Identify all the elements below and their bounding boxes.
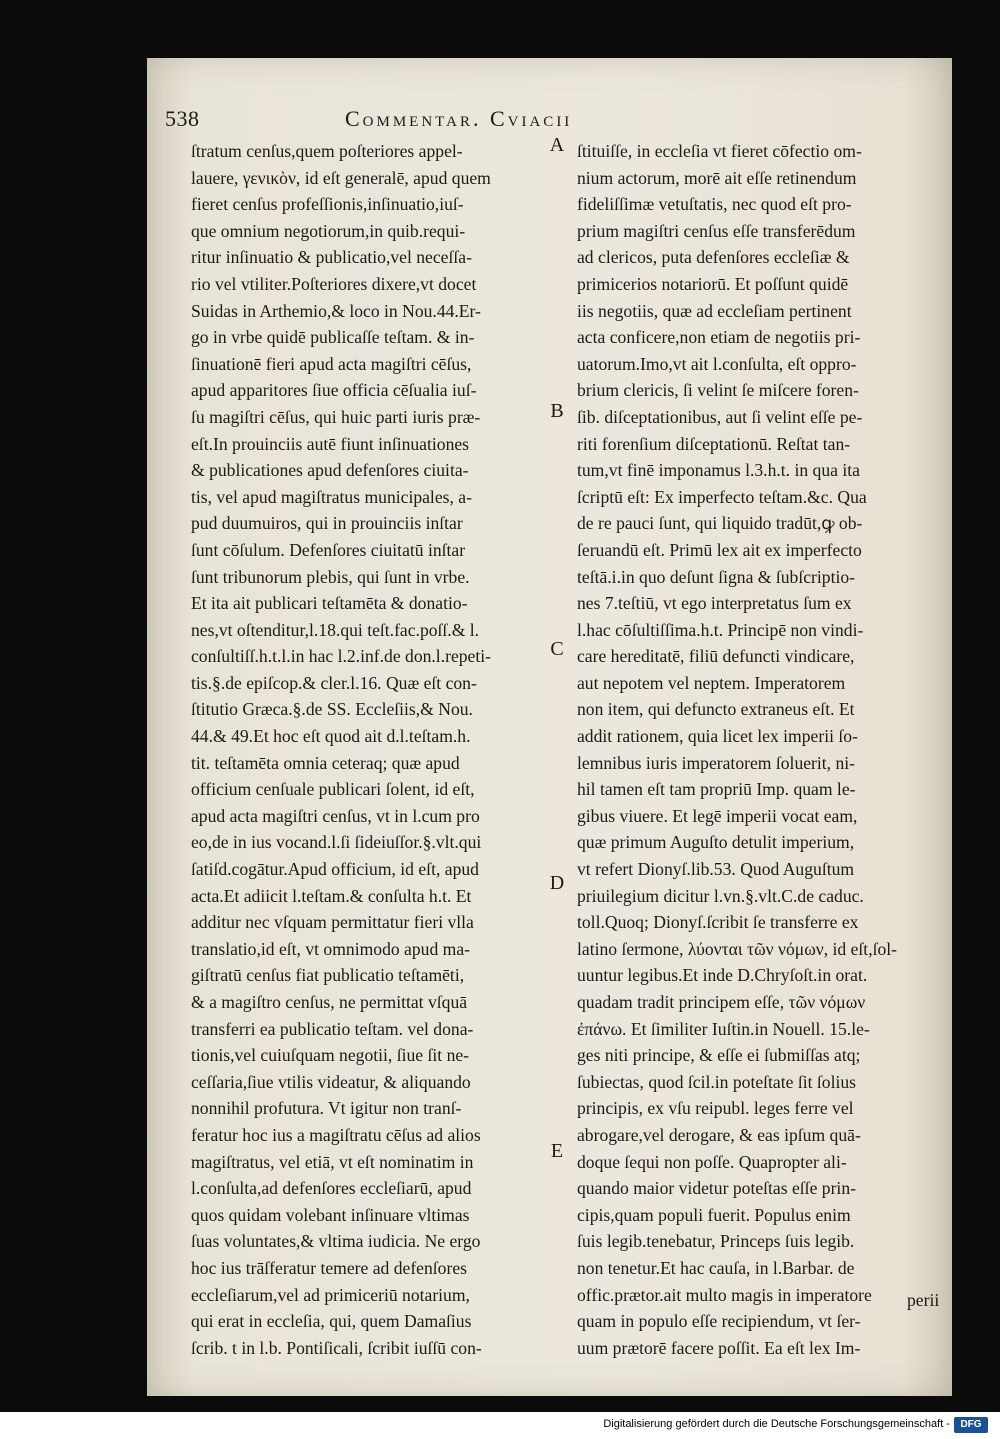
text-line: feratur hoc ius a magiſtratu cēſus ad alios xyxy=(191,1124,481,1145)
text-line: ſtratum cenſus,quem poſteriores appel- xyxy=(191,141,463,161)
text-line: primicerios notariorū. Et poſſunt quidē xyxy=(577,273,849,294)
text-line: doque ſequi non poſſe. Quapropter ali- xyxy=(577,1151,847,1172)
text-line: conſultiſſ.h.t.l.in hac l.2.inf.de don.l.repeti- xyxy=(191,646,492,667)
text-line: & a magiſtro cenſus, ne permittat vſquā xyxy=(191,992,468,1012)
text-line: vt refert Dionyſ.lib.53. Quod Auguſtum xyxy=(577,859,855,880)
text-line: l.hac cōſultiſſima.h.t. Principē non vindi- xyxy=(577,619,864,640)
text-line: quam in populo eſſe recipiendum, vt ſer- xyxy=(577,1311,861,1332)
text-line: nium actorum, morē ait eſſe retinendum xyxy=(577,167,857,188)
text-line: brium clericis, ſi velint ſe miſcere foren- xyxy=(577,380,859,401)
text-line: qui erat in eccleſia, qui, quem Damaſius xyxy=(191,1311,472,1332)
text-line: cipis,quam populi fuerit. Populus enim xyxy=(577,1204,851,1225)
text-line: ritur inſinuatio & publicatio,vel neceſſa- xyxy=(191,247,472,268)
text-line: riti forenſium diſceptationū. Reſtat tan- xyxy=(577,433,851,454)
text-line: ſunt cōſulum. Defenſores ciuitatū inſtar xyxy=(191,539,466,560)
text-line: ſuas voluntates,& vltima iudicia. Ne ergo xyxy=(191,1231,481,1252)
text-line: quadam tradit principem eſſe, τῶν νόμων xyxy=(577,992,866,1012)
text-line: ſeruandū eſt. Primū lex ait ex imperfecto xyxy=(577,539,862,560)
text-line: ſcrib. t in l.b. Pontiſicali, ſcribit iuſſū con- xyxy=(191,1337,482,1358)
margin-letter-a: A xyxy=(549,134,565,156)
text-line: translatio,id eſt, vt omnimodo apud ma- xyxy=(191,938,471,959)
page-header xyxy=(165,104,932,138)
text-line: pud duumuiros, qui in prouinciis inſtar xyxy=(191,513,463,534)
text-line: principis, ex vſu reipubl. leges ferre vel xyxy=(577,1098,854,1119)
text-line: Et ita ait publicari teſtamēta & donatio- xyxy=(191,593,468,614)
margin-letter-e: E xyxy=(550,1140,564,1162)
text-line: additur nec vſquam permittatur fieri vlla xyxy=(191,912,474,933)
text-line: & publicationes apud defenſores ciuita- xyxy=(191,460,469,481)
text-line: tum,vt finē imponamus l.3.h.t. in qua ita xyxy=(577,460,860,481)
text-line: tis, vel apud magiſtratus municipales, a- xyxy=(191,486,472,507)
digitization-footer xyxy=(0,1412,1000,1439)
catchword: perii xyxy=(907,1290,940,1310)
text-line: eo,de in ius vocand.l.ſi ſideiuſſor.§.vlt.qui xyxy=(191,832,482,853)
text-line: 44.& 49.Et hoc eſt quod ait d.l.teſtam.h. xyxy=(191,726,471,747)
text-line: acta conficere,non etiam de negotiis pri- xyxy=(577,327,861,348)
running-title: Commentar. Cviacii xyxy=(345,106,573,131)
text-line: ges niti principe, & eſſe ei ſubmiſſas atq; xyxy=(577,1045,861,1066)
text-line: magiſtratus, vel etiā, vt eſt nominatim in xyxy=(191,1151,474,1172)
text-line: fieret cenſus profeſſionis,inſinuatio,iuſ- xyxy=(191,194,464,215)
text-line: quando maior videtur poteſtas eſſe prin- xyxy=(577,1178,856,1199)
text-line: ſuis legib.tenebatur, Princeps ſuis legib. xyxy=(577,1231,855,1252)
text-line: uum prætorē facere poſſit. Ea eſt lex Im- xyxy=(577,1337,861,1358)
text-line: tit. teſtamēta omnia ceteraq; quæ apud xyxy=(191,752,460,773)
text-line: nonnihil profutura. Vt igitur non tranſ- xyxy=(191,1098,462,1119)
text-line: nes 7.teſtiū, vt ego interpretatus ſum ex xyxy=(577,593,852,614)
page-number: 538 xyxy=(165,106,200,131)
text-line: nes,vt oſtenditur,l.18.qui teſt.fac.poſſ.& l. xyxy=(191,619,480,640)
text-line: lemnibus iuris imperatorem ſoluerit, ni- xyxy=(577,752,856,773)
book-page xyxy=(147,58,952,1396)
text-line: go in vrbe quidē publicaſſe teſtam. & in- xyxy=(191,327,475,348)
text-line: teſtā.i.in quo deſunt ſigna & ſubſcriptio- xyxy=(577,566,856,587)
text-line: eccleſiarum,vel ad primiceriū notarium, xyxy=(191,1284,470,1305)
text-line: apud apparitores ſiue officia cēſualia iuſ- xyxy=(191,380,477,401)
text-line: latino ſermone, λύονται τῶν νόμων, id eſt,ſol- xyxy=(577,938,898,959)
text-line: ſatiſd.cogātur.Apud officium, id eſt, apud xyxy=(191,859,479,880)
left-text-column xyxy=(191,138,541,1361)
text-line: care hereditatē, filiū defuncti vindicare, xyxy=(577,646,855,667)
text-line: que omnium negotiorum,in quib.requi- xyxy=(191,220,466,241)
text-line: ſcriptū eſt: Ex imperfecto teſtam.&c. Qua xyxy=(577,486,867,507)
text-line: ſubiectas, quod ſcil.in poteſtate ſit ſolius xyxy=(577,1071,857,1092)
text-line: ſtitutio Græca.§.de SS. Eccleſiis,& Nou. xyxy=(191,699,473,720)
text-line: offic.prætor.ait multo magis in imperatore xyxy=(577,1284,872,1305)
text-line: aut nepotem vel neptem. Imperatorem xyxy=(577,672,846,693)
text-line: officium cenſuale publicari ſolent, id eſt, xyxy=(191,779,475,800)
text-line: addit rationem, quia licet lex imperii ſo- xyxy=(577,726,858,747)
text-line: eſt.In prouinciis autē fiunt inſinuationes xyxy=(191,433,470,454)
text-line: iis negotiis, quæ ad eccleſiam pertinent xyxy=(577,300,852,321)
text-line: ceſſaria,ſiue vtilis videatur, & aliquando xyxy=(191,1071,471,1092)
text-line: toll.Quoq; Dionyſ.ſcribit ſe transferre ex xyxy=(577,912,859,933)
text-line: hoc ius trāſferatur temere ad defenſores xyxy=(191,1257,467,1278)
text-line: ſtituiſſe, in eccleſia vt fieret cōfectio om- xyxy=(577,141,862,161)
text-line: uatorum.Imo,vt ait l.conſulta, eſt oppro- xyxy=(577,353,857,374)
text-line: ſunt tribunorum plebis, qui ſunt in vrbe. xyxy=(191,566,470,587)
text-line: tis.§.de epiſcop.& cler.l.16. Quæ eſt con- xyxy=(191,672,477,693)
text-line: non tenetur.Et hac cauſa, in l.Barbar. de xyxy=(577,1257,855,1278)
margin-letter-d: D xyxy=(549,872,565,894)
dfg-logo: DFG xyxy=(954,1417,988,1433)
text-line: tionis,vel cuiuſquam negotii, ſiue ſit ne- xyxy=(191,1045,470,1066)
text-line: fideliſſimæ vetuſtatis, nec quod eſt pro- xyxy=(577,194,852,215)
text-line: acta.Et adiicit l.teſtam.& conſulta h.t. Et xyxy=(191,885,472,906)
text-line: apud acta magiſtri cenſus, vt in l.cum pro xyxy=(191,805,480,826)
text-line: ad clericos, puta defenſores eccleſiæ & xyxy=(577,247,850,268)
text-line: transferri ea publicatio teſtam. vel dona- xyxy=(191,1018,474,1039)
margin-letter-c: C xyxy=(550,638,564,660)
text-line: lauere, γενικὸν, id eſt generalē, apud quem xyxy=(191,167,491,188)
text-line: de re pauci ſunt, qui liquido tradūt,ꝙ ob- xyxy=(577,513,863,534)
text-line: quæ primum Auguſto detulit imperium, xyxy=(577,832,855,853)
right-text-column xyxy=(577,138,927,1361)
text-line: ſu magiſtri cēſus, qui huic parti iuris præ- xyxy=(191,406,481,427)
margin-letter-b: B xyxy=(550,400,564,422)
text-line: hil tamen eſt tam propriū Imp. quam le- xyxy=(577,779,856,800)
text-line: ſib. diſceptationibus, aut ſi velint eſſe pe- xyxy=(577,406,863,427)
text-line: gibus viuere. Et legē imperii vocat eam, xyxy=(577,805,858,826)
text-line: ἐπάνω. Et ſimiliter Iuſtin.in Nouell. 15.le- xyxy=(577,1018,870,1039)
text-line: l.conſulta,ad defenſores eccleſiarū, apud xyxy=(191,1178,472,1199)
text-line: prium magiſtri cenſus eſſe transferēdum xyxy=(577,220,856,241)
text-line: rio vel vtiliter.Poſteriores dixere,vt docet xyxy=(191,273,477,294)
text-line: priuilegium dicitur l.vn.§.vlt.C.de caduc. xyxy=(577,885,864,906)
text-line: ſinuationē fieri apud acta magiſtri cēſus, xyxy=(191,353,472,374)
text-line: abrogare,vel derogare, & eas ipſum quā- xyxy=(577,1124,861,1145)
funding-note: Digitalisierung gefördert durch die Deutsche Forschungsgemeinschaft - xyxy=(603,1418,950,1430)
text-line: giſtratū cenſus fiat publicatio teſtamēti, xyxy=(191,965,465,986)
text-line: non item, qui defuncto extraneus eſt. Et xyxy=(577,699,855,720)
text-line: quos quidam volebant inſinuare vltimas xyxy=(191,1204,470,1225)
text-line: Suidas in Arthemio,& loco in Nou.44.Er- xyxy=(191,300,481,321)
text-line: uuntur legibus.Et inde D.Chryſoſt.in orat. xyxy=(577,965,868,986)
